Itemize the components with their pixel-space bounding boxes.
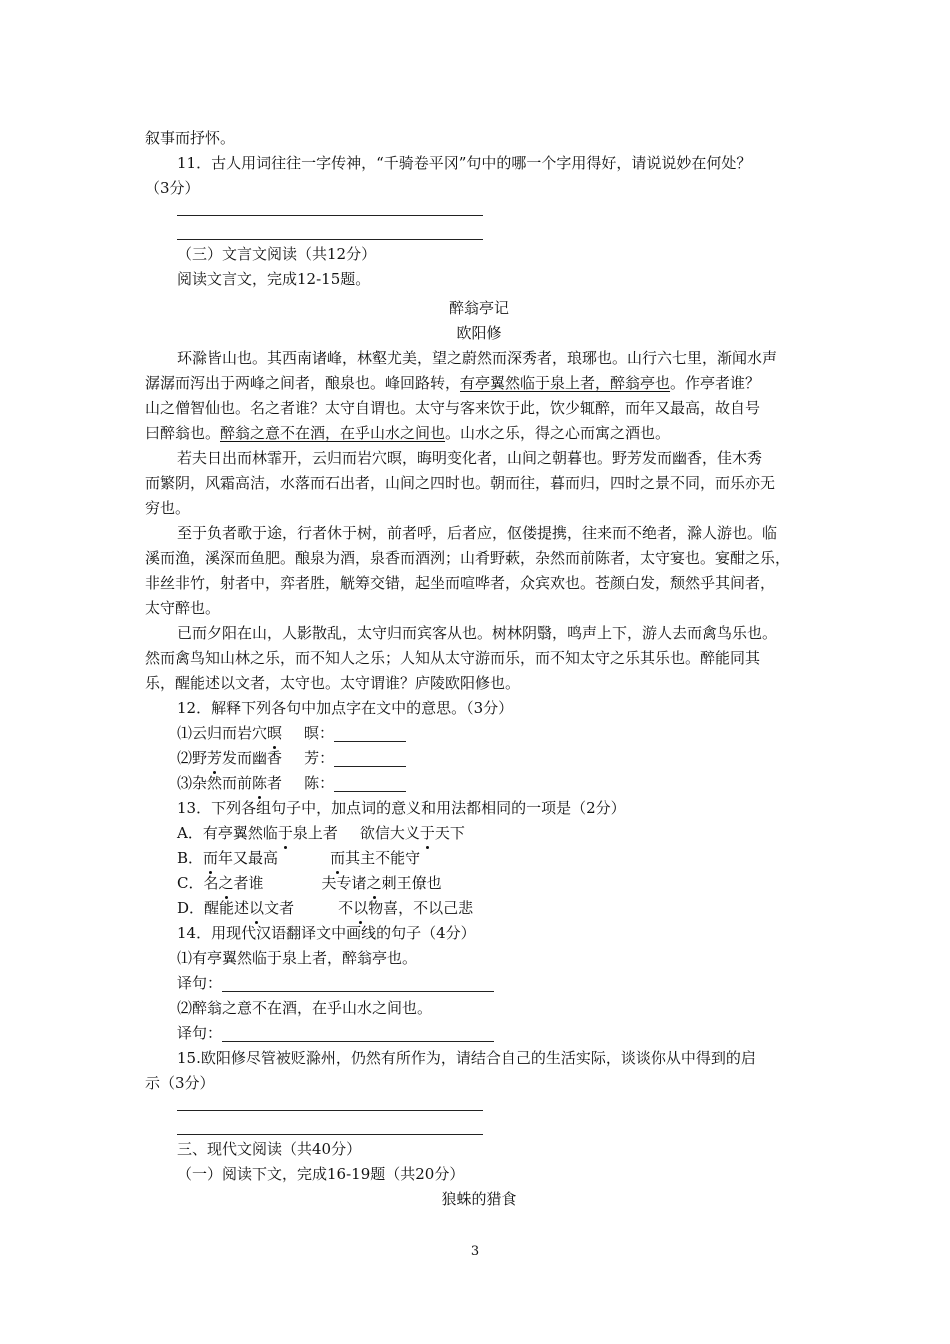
essay-line: 乐，醒能述以文者，太守也。太守谓谁？庐陵欧阳修也。 — [145, 674, 521, 692]
essay-author: 欧阳修 — [456, 324, 502, 342]
q12-item: ⑵野芳发而幽香 芳： — [145, 746, 813, 771]
dotted-char: 而 — [330, 846, 345, 871]
answer-blank[interactable] — [222, 975, 494, 992]
dotted-char: 芳 — [207, 746, 222, 771]
question-11: 11．古人用词往往一字传神，“千骑卷平冈”句中的哪一个字用得好，请说说妙在何处？ — [177, 154, 752, 172]
question-15-cont: 示（3分） — [145, 1074, 215, 1092]
question-14: 14．用现代汉语翻译文中画线的句子（4分） — [177, 924, 476, 942]
text-line: 叙事而抒怀。 — [145, 129, 236, 147]
instruction: 阅读文言文，完成12-15题。 — [177, 270, 371, 288]
essay-line: 山之僧智仙也。名之者谁？太守自谓也。太守与客来饮于此，饮少辄醉，而年又最高，故自号 — [145, 399, 761, 417]
option-d[interactable]: D．醒能述以文者 不以物喜，不以己悲 — [145, 896, 813, 921]
dotted-char: 陈 — [252, 771, 267, 796]
q12-item: ⑶杂然而前陈者 陈： — [145, 771, 813, 796]
answer-blank[interactable] — [334, 750, 406, 767]
essay-line: 太守醉也。 — [145, 599, 221, 617]
answer-line[interactable] — [177, 215, 483, 216]
dotted-char: 以 — [353, 896, 368, 921]
question-12: 12．解释下列各句中加点字在文中的意思。（3分） — [177, 699, 514, 717]
essay-line: 穷也。 — [145, 499, 191, 517]
question-13: 13．下列各组句子中，加点词的意义和用法都相同的一项是（2分） — [177, 799, 626, 817]
q14-answer: 译句： — [145, 1021, 813, 1046]
option-c[interactable]: C．名之者谁 夫专诸之刺王僚也 — [145, 871, 813, 896]
underlined-sentence: 有亭翼然临于泉上者，醉翁亭也 — [460, 374, 671, 392]
answer-blank[interactable] — [334, 725, 406, 742]
question-15: 15.欧阳修尽管被贬滁州，仍然有所作为，请结合自己的生活实际，谈谈你从中得到的启 — [177, 1049, 756, 1067]
option-b[interactable]: B．而年又最高 而其主不能守 — [145, 846, 813, 871]
q14-sentence: ⑴有亭翼然临于泉上者，醉翁亭也。 — [177, 949, 418, 967]
essay-line: 已而夕阳在山，人影散乱，太守归而宾客从也。树林阴翳，鸣声上下，游人去而禽鸟乐也。 — [177, 624, 778, 642]
essay-line: 若夫日出而林霏开，云归而岩穴暝，晦明变化者，山间之朝暮也。野芳发而幽香，佳木秀 — [177, 449, 763, 467]
essay-line: 非丝非竹，射者中，弈者胜，觥筹交错，起坐而喧哗者，众宾欢也。苍颜白发，颓然乎其间者， — [145, 574, 776, 592]
dotted-char: 而 — [203, 846, 218, 871]
essay-body — [145, 346, 813, 696]
essay-line: 环滁皆山也。其西南诸峰，林壑尤美，望之蔚然而深秀者，琅琊也。山行六七里，渐闻水声 — [177, 349, 778, 367]
dotted-char: 之 — [219, 871, 234, 896]
answer-line[interactable] — [177, 239, 483, 240]
option-a[interactable]: A．有亭翼然临于泉上者 欲信大义于天下 — [145, 821, 813, 846]
q12-item: ⑴云归而岩穴暝 暝： — [145, 721, 813, 746]
page-number: 3 — [470, 1244, 480, 1259]
dotted-char: 之 — [367, 871, 382, 896]
subsection-heading: （一）阅读下文，完成16-19题（共20分） — [177, 1165, 465, 1183]
section-heading: 三、现代文阅读（共40分） — [177, 1140, 362, 1158]
answer-blank[interactable] — [334, 775, 406, 792]
dotted-char: 于 — [420, 821, 435, 846]
dotted-char: 暝 — [267, 721, 282, 746]
q14-answer: 译句： — [145, 971, 813, 996]
dotted-char: 于 — [278, 821, 293, 846]
essay-title: 醉翁亭记 — [448, 299, 509, 317]
answer-line[interactable] — [177, 1110, 483, 1111]
answer-blank[interactable] — [222, 1025, 494, 1042]
essay-line: 溪而渔，溪深而鱼肥。酿泉为酒，泉香而酒洌；山肴野蔌，杂然而前陈者，太守宴也。宴酣之乐， — [145, 549, 791, 567]
essay-line: 曰醉翁也。醉翁之意不在酒，在乎山水之间也。山水之乐，得之心而寓之酒也。 — [145, 424, 671, 442]
answer-line[interactable] — [177, 1134, 483, 1135]
essay-line: 潺潺而泻出于两峰之间者，酿泉也。峰回路转，有亭翼然临于泉上者，醉翁亭也。作亭者谁？ — [145, 374, 761, 392]
dotted-char: 以 — [249, 896, 264, 921]
document-page — [145, 126, 813, 1212]
essay-line: 然而禽鸟知山林之乐，而不知人之乐；人知从太守游而乐，而不知太守之乐其乐也。醉能同其 — [145, 649, 761, 667]
underlined-sentence: 醉翁之意不在酒，在乎山水之间也 — [220, 424, 446, 442]
reading-title: 狼蛛的猎食 — [441, 1190, 517, 1208]
essay-line: 而繁阴，风霜高洁，水落而石出者，山间之四时也。朝而往，暮而归，四时之景不同，而乐亦无 — [145, 474, 776, 492]
section-heading: （三）文言文阅读（共12分） — [177, 245, 377, 263]
q14-sentence: ⑵醉翁之意不在酒，在乎山水之间也。 — [177, 999, 433, 1017]
question-11-score: （3分） — [145, 179, 200, 197]
essay-line: 至于负者歌于途，行者休于树，前者呼，后者应，伛偻提携，往来而不绝者，滁人游也。临 — [177, 524, 778, 542]
